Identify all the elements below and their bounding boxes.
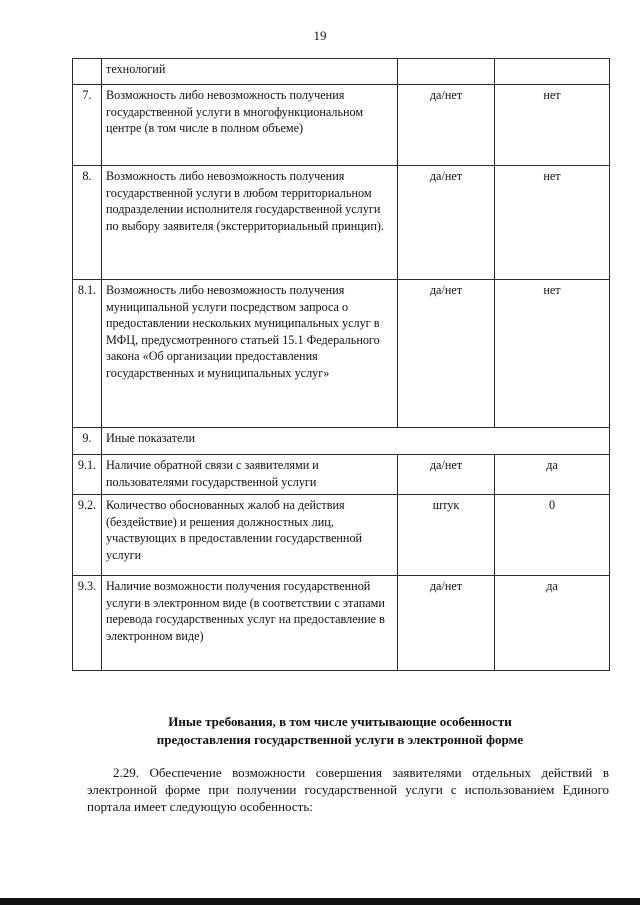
row-value: нет — [495, 166, 610, 280]
row-unit: да/нет — [398, 280, 495, 428]
row-number: 8.1. — [73, 280, 102, 428]
bottom-scan-border — [0, 898, 640, 905]
row-value: да — [495, 576, 610, 671]
row-value — [495, 59, 610, 85]
row-description: Возможность либо невозможность получения государственной услуги в любом территориальном подразделении исполнителя государственной услуги по выбору заявителя (экстерриториальный принцип). — [102, 166, 398, 280]
row-value: нет — [495, 280, 610, 428]
row-number: 8. — [73, 166, 102, 280]
table-row — [73, 280, 610, 428]
row-description: Наличие обратной связи с заявителями и пользователями государственной услуги — [102, 455, 398, 495]
row-description: технологий — [102, 59, 398, 85]
table-row — [73, 455, 610, 495]
row-value: нет — [495, 85, 610, 166]
row-description: Наличие возможности получения государственной услуги в электронном виде (в соответствии с этапами перевода государственных услуг на предоставление в электронном виде) — [102, 576, 398, 671]
row-unit: да/нет — [398, 455, 495, 495]
row-description: Возможность либо невозможность получения муниципальной услуги посредством запроса о предоставлении нескольких муниципальных услуг в МФЦ, предусмотренного статьей 15.1 Федерального закона «Об организации предоставления государственных и муниципальных услуг» — [102, 280, 398, 428]
table-row — [73, 85, 610, 166]
row-description: Иные показатели — [102, 428, 610, 455]
row-number: 9.3. — [73, 576, 102, 671]
row-value: да — [495, 455, 610, 495]
paragraph-2-29: 2.29. Обеспечение возможности совершения заявителями отдельных действий в электронной форме при получении государственной услуги с использованием Единого портала имеет следующую особенность: — [87, 765, 609, 814]
row-description: Возможность либо невозможность получения государственной услуги в многофункциональном центре (в том числе в полном объеме) — [102, 85, 398, 166]
row-unit — [398, 59, 495, 85]
row-unit: да/нет — [398, 576, 495, 671]
table-row — [73, 576, 610, 671]
row-number: 7. — [73, 85, 102, 166]
row-unit: штук — [398, 495, 495, 576]
indicators-table-body — [73, 59, 610, 671]
row-description: Количество обоснованных жалоб на действия (бездействие) и решения должностных лиц, участвующих в предоставлении государственной услуги — [102, 495, 398, 576]
row-number: 9.2. — [73, 495, 102, 576]
indicators-table — [72, 58, 610, 671]
table-row — [73, 495, 610, 576]
section-heading-line-1: Иные требования, в том числе учитывающие особенности — [168, 714, 512, 729]
page-number: 19 — [313, 28, 327, 43]
section-heading-line-2: предоставления государственной услуги в электронной форме — [156, 732, 524, 747]
row-value: 0 — [495, 495, 610, 576]
row-number — [73, 59, 102, 85]
table-row — [73, 59, 610, 85]
row-unit: да/нет — [398, 166, 495, 280]
table-row — [73, 166, 610, 280]
row-number: 9.1. — [73, 455, 102, 495]
row-number: 9. — [73, 428, 102, 455]
row-unit: да/нет — [398, 85, 495, 166]
table-row — [73, 428, 610, 455]
section-heading — [100, 713, 580, 749]
